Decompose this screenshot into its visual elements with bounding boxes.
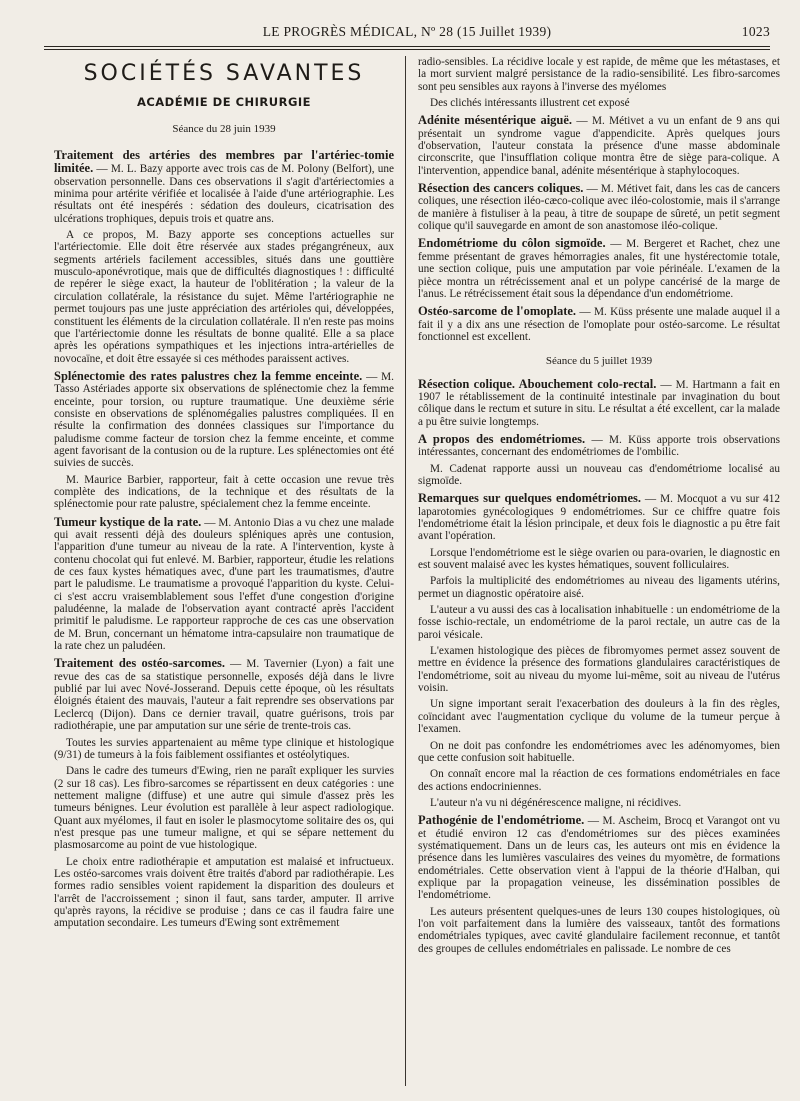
article-text: — M. Tasso Astériades apporte six observations de splénectomie chez la femme enceinte, pour torsion, ou rupture traumatique. Une deuxième série consiste en observations de splénomégalies palustres compliquées. Il en résulte la confirmation des données classiques sur l'importance du paludisme comme facteur de torsion chez la femme enceinte, et comme agent favorisant de la contusion ou de la rupture. Les splénectomies ont été suivies de succès. <box>54 370 394 470</box>
article-endometriomes <box>418 433 780 459</box>
paragraph: On ne doit pas confondre les endométriomes avec les adénomyomes, bien que cette confusion soit habituelle. <box>418 739 780 764</box>
paragraph: Lorsque l'endométriome est le siège ovarien ou para-ovarien, le diagnostic en est souvent malaisé avec les kystes hématiques, souvent folliculaires. <box>418 546 780 572</box>
section-title: SOCIÉTÉS SAVANTES <box>83 61 365 86</box>
article-text: — M. Hartmann a fait en 1907 le rétablissement de la continuité intestinale par invagination du bout côlique dans le rectum et suture in situ. Le résultat a été excellent, car la malade a pu être suivie longtemps. <box>418 378 781 428</box>
right-column <box>418 56 780 959</box>
article-title: Remarques sur quelques endométriomes. <box>418 491 641 506</box>
article-title: Résection des cancers coliques. <box>418 181 584 196</box>
article-text: — M. Ascheim, Brocq et Varangot ont vu et étudié environ 12 cas d'endométriomes sur des pièces examinées systématiquement. Dans un de leurs cas, les auteurs ont mis en évidence la présence dans les lumières vasculaires des veines du myomètre, de formations endométriales. Cette observation vient à l'appui de la théorie d'Halban, qui explique par la propagation veineuse, les dissémination possibles de l'endométriome. <box>418 815 780 902</box>
article-endometriome-sigmoide <box>418 237 780 300</box>
paragraph: L'auteur a vu aussi des cas à localisation inhabituelle : un endométriome de la fosse ischio-rectale, un endométriome de la paroi rectale, un autre cas de la paroi vésicale. <box>418 604 780 641</box>
article-text: — M. Antonio Dias a vu chez une malade qui avait ressenti déjà des douleurs spléniques après une contusion, l'apparition d'une tumeur au niveau de la rate. A l'intervention, kyste à contenu chocolat qui fut enlevé. M. Barbier, rapporteur, étudie les relations de ces faux kystes hématiques avec, d'une part les traumatismes, d'autre part le paludisme. Le traumatisme a provoqué l'apparition du kyste. Celui-ci s'est accru vraisemblablement sous l'effet d'une congestion d'origine paludéenne, la malade de l'observation ayant contracté après l'accident primitif le paludisme. Le rapporteur rapproche de ces cas une observation de M. Brun, concernant un hématome intra-capsulaire non traumatique de la rate chez un paludéen. <box>54 516 395 653</box>
journal-title: LE PROGRÈS MÉDICAL, Nº 28 (15 Juillet 1939) <box>262 24 552 39</box>
header-rule-double <box>44 49 770 50</box>
paragraph: Parfois la multiplicité des endométriomes au niveau des ligaments utérins, permet un diagnostic opératoire aisé. <box>418 575 780 600</box>
article-title: Splénectomie des rates palustres chez la femme enceinte. <box>54 368 363 383</box>
article-splenectomie <box>54 370 394 470</box>
header-rule <box>44 46 770 47</box>
article-text: — M. L. Bazy apporte avec trois cas de M. Polony (Belfort), une observation personnelle. Dans ces observations il s'agit d'artériectomies a minima pour artérite vérifiée et localisée à l'aide d'une artériographie. Les résultats ont été inespérés : sédation des douleurs, cicatrisation des ulcérations trophiques, depuis trois et quatre ans. <box>54 163 395 225</box>
article-text: — M. Mocquot a vu sur 412 laparotomies gynécologiques 9 endométriomes. Sur ce chiffre quatre fois l'endométriome était la lésion principale, et deux fois le diagnostic a pu être fait avant l'opération. <box>418 493 780 543</box>
article-text: — M. Küss présente une malade auquel il a fait il y a dix ans une résection de l'omoplate pour ostéo-sarcome. Le résultat fonctionnel est excellent. <box>418 306 780 343</box>
paragraph: Dans le cadre des tumeurs d'Ewing, rien ne paraît expliquer les survies (2 sur 18 cas). Les fibro-sarcomes se répartissent en deux catégories : une nettement maligne (diffuse) et une autre qui simule d'assez près les tumeurs bénignes. Leur évolution est parallèle à leur aspect radiologique. Quant aux myélomes, il faut en isoler le plasmocytome solitaire des os, qui n'est presque pas une tumeur maligne, et qui se sépare nettement du plasmosarcome au point de vue histologique. <box>54 765 394 852</box>
paragraph: Les auteurs présentent quelques-unes de leurs 130 coupes histologiques, où l'on voit parfaitement dans la lumière des vaisseaux, tantôt des formations endométriales typiques, avec cavité glandulaire facilement reconnue, et tantôt des groupes de cellules endométriales en palissade. Le nombre de ces <box>418 905 780 955</box>
running-header <box>44 24 770 44</box>
article-text: — M. Tavernier (Lyon) a fait une revue des cas de sa statistique personnelle, exposés déjà dans le livre publié par lui avec Nové-Josserand. Depuis cette époque, où les résultats éloignés étaient des mauvais, l'auteur a fait reprendre ses observations par Leclercq (Dijon). Dans ce dernier travail, quatre guérisons, trois par radiothérapie, une par amputation sur une série de trente-trois cas. <box>54 658 394 733</box>
paragraph: A ce propos, M. Bazy apporte ses conceptions actuelles sur l'artériectomie. Elle doit être réservée aux stades prégangréneux, aux segments artériels facilement accessibles, situés dans une gouttière musculo-aponévrotique, mais que de difficultés diagnostiques ! : difficulté de repérer le siège exact, la hauteur de l'oblitération ; la valeur de la circulation collatérale, la résistance du sujet. Même l'artériographie ne permet toujours pas une juste appréciation des artérioles qui, développées, constituent les éléments de la circulation collatérale. Il n'en reste pas moins que l'artériectomie donne les résultats de bonne qualité. Elle a sa place après les opérations sympathiques et les injections intra-artérielles de novocaïne, et doit être essayée si ces méthodes paraissent actives. <box>54 229 394 365</box>
article-title: Traitement des ostéo-sarcomes. <box>54 656 225 671</box>
article-osteo-sarcomes <box>54 657 394 732</box>
article-omoplate <box>418 305 780 343</box>
column-divider <box>405 56 406 1086</box>
article-text: — M. Métivet a vu un enfant de 9 ans qui présentait un syndrome vague d'appendicite. Après quelques jours d'observation, l'auteur constata la présence d'une masse abdominale circonscrite, que l'insufflation colique montra être de siège para-colique. A l'intervention, appendice banal, adénite mésentérique à staphylocoques. <box>418 115 780 177</box>
article-arteriectomie <box>54 149 394 225</box>
paragraph: radio-sensibles. La récidive locale y est rapide, de même que les métastases, et la mort survient malgré persistance de la radio-sensibilité. Les fibro-sarcomes sont peu sensibles aux rayons à l'inverse des myélomes <box>418 56 780 93</box>
article-title: Ostéo-sarcome de l'omoplate. <box>418 304 577 319</box>
article-title: Résection colique. Abouchement colo-rectal. <box>418 376 657 391</box>
paragraph: On connaît encore mal la réaction de ces formations endométriales en face des actions endocriniennes. <box>418 768 780 793</box>
article-remarques <box>418 492 780 542</box>
article-text: — M. Métivet fait, dans les cas de cancers coliques, une résection iléo-cæco-colique avec iléo-colostomie, mais il s'arrange de manière à fistuliser à la peau, à titre de soupape de sûreté, un petit segment colique qu'il sauvegarde en amont de son anastomose iléo-colique. <box>418 183 781 233</box>
article-title: Pathogénie de l'endométriome. <box>418 813 585 828</box>
article-pathogenie <box>418 814 780 901</box>
paragraph: Toutes les survies appartenaient au même type clinique et histologique (9/31) de tumeurs à la fois faiblement ossifiantes et ostéolytiques. <box>54 736 394 761</box>
page-number: 1023 <box>741 24 770 39</box>
article-text: — M. Bergeret et Rachet, chez une femme présentant de graves hémorragies anales, fit une hystérectomie totale, une section colique, puis une amputation par voie périnéale. L'examen de la pièce montra un rétrécissement anal et un polype cancérisé de la marge de l'anus. Le rétrécissement était sous la dépendance d'un endométriome. <box>418 238 780 300</box>
left-column <box>54 56 394 934</box>
paragraph: M. Cadenat rapporte aussi un nouveau cas d'endométriome localisé au sigmoïde. <box>418 462 780 487</box>
article-title: Endométriome du côlon sigmoïde. <box>418 236 606 251</box>
paragraph: Des clichés intéressants illustrent cet exposé <box>430 97 630 110</box>
article-adenite <box>418 114 780 177</box>
paragraph: L'auteur n'a vu ni dégénérescence maligne, ni récidives. <box>430 796 682 809</box>
article-title: Traitement des artéries des membres par l'artériec-tomie limitée. <box>54 148 394 176</box>
academy-heading: ACADÉMIE DE CHIRURGIE <box>136 95 312 110</box>
paragraph: M. Maurice Barbier, rapporteur, fait à cette occasion une revue très complète des indications, de la technique et des résultats de la splénectomie pour rate palustre, spécialement chez la femme enceinte. <box>54 473 394 511</box>
paragraph: Le choix entre radiothérapie et amputation est malaisé et infructueux. Les ostéo-sarcomes vrais doivent être traités d'abord par radiothérapie. Les formes radio sensibles voient rapidement la disparition des douleurs et l'arrêt de l'accroissement ; sinon il faut, sans tarder, amputer. Il arrive qu'après rayons, la récidive se produise ; dans ce cas il faudra faire une amputation secondaire. Les tumeurs d'Ewing sont extrêmement <box>54 855 394 930</box>
article-text: — M. Küss apporte trois observations intéressantes, concernant des endométriomes de l'ombilic. <box>418 433 781 459</box>
session-date: Séance du 5 juillet 1939 <box>545 355 653 368</box>
article-tumeur-kystique <box>54 516 394 653</box>
paragraph: Un signe important serait l'exacerbation des douleurs à la fin des règles, coïncidant avec l'augmentation cyclique du volume de la tumeur perçue à l'examen. <box>418 698 780 736</box>
paragraph: L'examen histologique des pièces de fibromyomes permet assez souvent de mettre en évidence la présence des formations glandulaires caractéristiques de l'endométriome, soit au niveau du myome lui-même, soit au niveau de l'utérus voisin. <box>418 645 780 695</box>
article-resection-colique <box>418 378 780 428</box>
article-title: Tumeur kystique de la rate. <box>54 514 202 529</box>
article-title: A propos des endométriomes. <box>418 431 586 446</box>
article-resection-cancers <box>418 182 780 232</box>
article-title: Adénite mésentérique aiguë. <box>418 113 573 128</box>
session-date: Séance du 28 juin 1939 <box>172 122 276 135</box>
